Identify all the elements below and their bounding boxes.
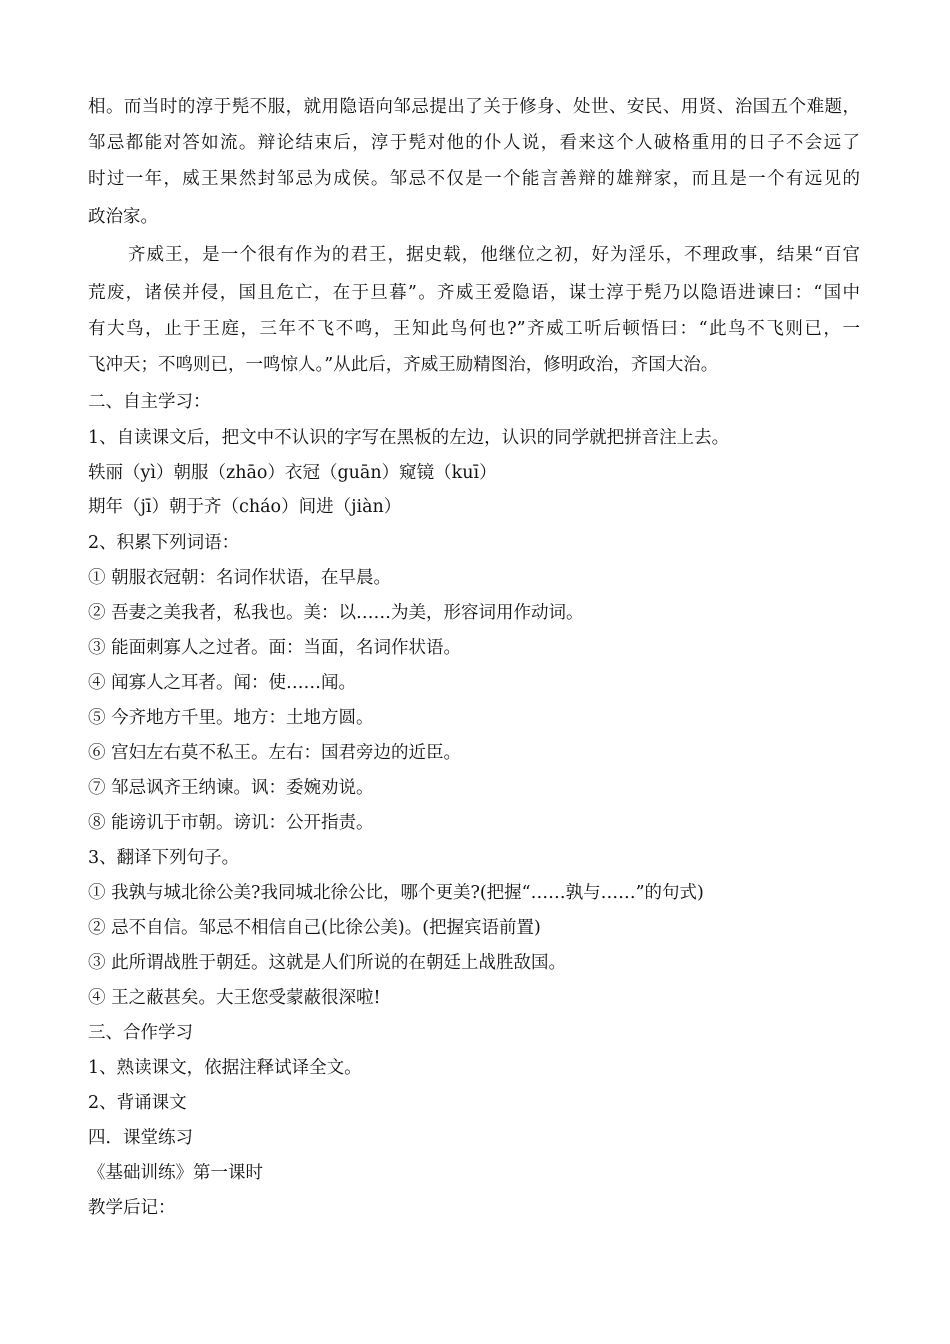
vocab-item: ⑥ 宫妇左右莫不私王。左右：国君旁边的近臣。 xyxy=(88,743,462,763)
text-line: 2、积累下列词语： xyxy=(88,533,240,553)
pinyin-line: 期年（jī）朝于齐（cháo）间进（jiàn） xyxy=(88,497,402,517)
vocab-item: ⑤ 今齐地方千里。地方：土地方圆。 xyxy=(88,708,374,728)
translation-item: ① 我孰与城北徐公美?我同城北徐公比，哪个更美?(把握“……孰与……”的句式) xyxy=(88,883,704,903)
text-line: 2、背诵课文 xyxy=(88,1093,187,1113)
section-heading: 二、自主学习： xyxy=(88,392,211,412)
text-line: 1、熟读课文，依据注释试译全文。 xyxy=(88,1058,362,1078)
teaching-afterword: 教学后记： xyxy=(88,1198,176,1218)
vocab-item: ⑧ 能谤讥于市朝。谤讥：公开指责。 xyxy=(88,813,374,833)
text-line: 飞冲天；不鸣则已，一鸣惊人。”从此后，齐威王励精图治，修明政治，齐国大治。 xyxy=(88,355,719,375)
vocab-item: ③ 能面刺寡人之过者。面：当面，名词作状语。 xyxy=(88,638,462,658)
vocab-item: ① 朝服衣冠朝：名词作状语，在早晨。 xyxy=(88,568,392,588)
section-heading: 三、合作学习 xyxy=(88,1023,193,1043)
text-line: 时过一年，威王果然封邹忌为成侯。邹忌不仅是一个能言善辩的雄辩家，而且是一个有远见的 xyxy=(88,169,860,189)
translation-item: ③ 此所谓战胜于朝廷。这就是人们所说的在朝廷上战胜敌国。 xyxy=(88,953,567,973)
pinyin-line: 轶丽（yì）朝服（zhāo）衣冠（guān）窥镜（kuī） xyxy=(88,463,497,483)
vocab-item: ② 吾妻之美我者，私我也。美：以……为美，形容词用作动词。 xyxy=(88,603,584,623)
text-line: 相。而当时的淳于髡不服，就用隐语向邹忌提出了关于修身、处世、安民、用贤、治国五个难题， xyxy=(88,97,860,117)
text-line: 荒废，诸侯并侵，国且危亡，在于旦暮”。齐威王爱隐语，谋士淳于髡乃以隐语进谏曰：“国中 xyxy=(88,283,860,303)
vocab-item: ⑦ 邹忌讽齐王纳谏。讽：委婉劝说。 xyxy=(88,778,374,798)
vocab-item: ④ 闻寡人之耳者。闻：使……闻。 xyxy=(88,673,357,693)
text-line: 政治家。 xyxy=(88,207,158,227)
translation-item: ② 忌不自信。邹忌不相信自己(比徐公美)。(把握宾语前置) xyxy=(88,918,541,938)
text-line: 有大鸟，止于王庭，三年不飞不鸣，王知此鸟何也?”齐威工听后顿悟曰：“此鸟不飞则已，一 xyxy=(88,319,860,339)
text-line: 1、自读课文后，把文中不认识的字写在黑板的左边，认识的同学就把拼音注上去。 xyxy=(88,428,730,448)
text-line: 《基础训练》第一课时 xyxy=(88,1163,263,1183)
translation-item: ④ 王之蔽甚矣。大王您受蒙蔽很深啦! xyxy=(88,988,381,1008)
section-heading: 四．课堂练习 xyxy=(88,1128,193,1148)
text-line: 邹忌都能对答如流。辩论结束后，淳于髡对他的仆人说，看来这个人破格重用的日子不会远了 xyxy=(88,133,860,153)
text-line: 3、翻译下列句子。 xyxy=(88,848,240,868)
text-line: 齐威王，是一个很有作为的君王，据史载，他继位之初，好为淫乐，不理政事，结果“百官 xyxy=(128,245,860,265)
